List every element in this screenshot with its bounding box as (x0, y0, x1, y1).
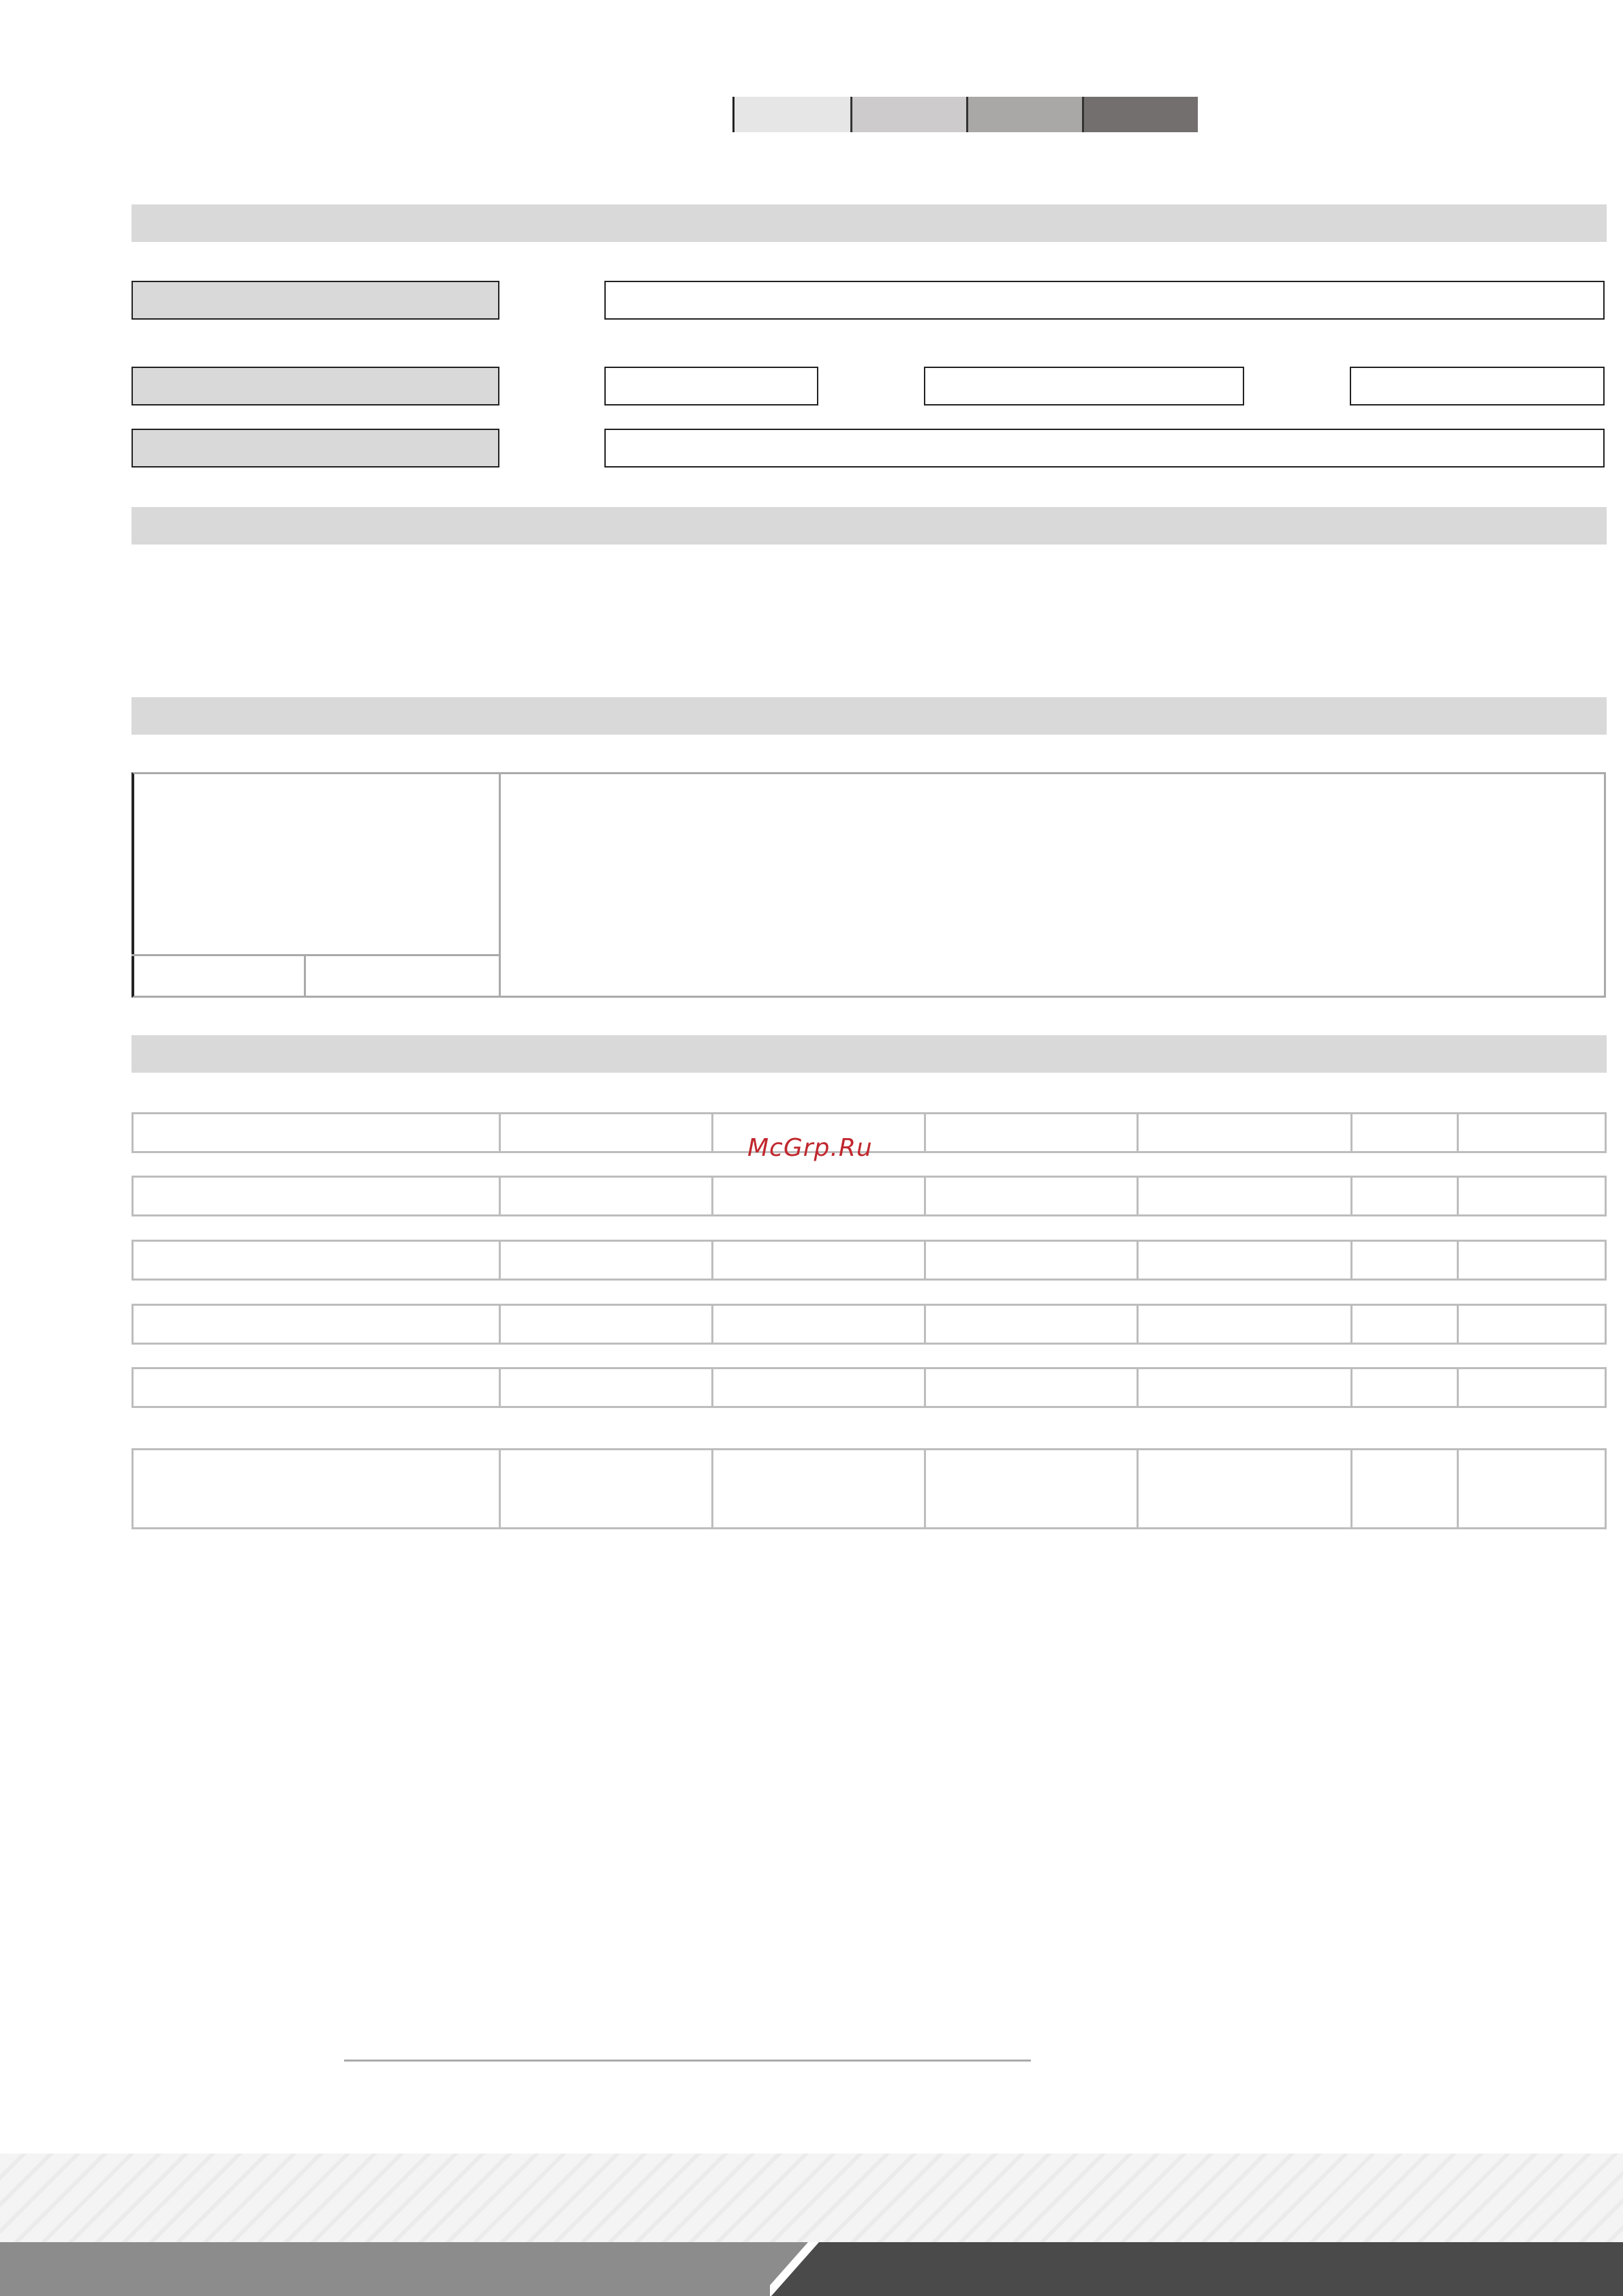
table-cell[interactable] (713, 1306, 926, 1343)
table-cell[interactable] (501, 1114, 713, 1151)
section-band-1 (132, 204, 1607, 242)
table-cell[interactable] (713, 1369, 926, 1406)
photo-panel (132, 772, 501, 998)
table-cell[interactable] (501, 1369, 713, 1406)
table-cell[interactable] (713, 1450, 926, 1487)
table-cell[interactable] (134, 1306, 501, 1343)
table-cell[interactable] (1139, 1178, 1352, 1214)
photo-panel-divider (132, 954, 501, 956)
table-row (132, 1240, 1607, 1281)
table-row (132, 1448, 1607, 1489)
table-row (132, 1304, 1607, 1345)
table-cell[interactable] (501, 1450, 713, 1487)
table-cell[interactable] (1459, 1450, 1605, 1487)
table-cell[interactable] (1139, 1487, 1352, 1527)
table-cell[interactable] (713, 1242, 926, 1279)
table-cell[interactable] (1352, 1242, 1459, 1279)
photo-panel-split (304, 954, 306, 998)
table-cell[interactable] (1352, 1369, 1459, 1406)
table-cell[interactable] (713, 1487, 926, 1527)
table-row (132, 1367, 1607, 1408)
table-cell[interactable] (926, 1114, 1139, 1151)
table-cell[interactable] (1139, 1450, 1352, 1487)
table-cell[interactable] (1352, 1487, 1459, 1527)
table-cell[interactable] (1352, 1114, 1459, 1151)
table-cell[interactable] (501, 1487, 713, 1527)
table-cell[interactable] (1139, 1114, 1352, 1151)
table-row (132, 1176, 1607, 1216)
table-cell[interactable] (926, 1242, 1139, 1279)
table-cell[interactable] (134, 1114, 501, 1151)
form-field-2b[interactable] (924, 367, 1244, 405)
form-label-2 (132, 367, 499, 405)
table-cell[interactable] (134, 1487, 501, 1527)
form-field-2c[interactable] (1350, 367, 1605, 405)
footer-bar-dark (818, 2242, 1623, 2296)
signature-line (344, 2060, 1031, 2062)
table-cell[interactable] (926, 1178, 1139, 1214)
table-cell[interactable] (1459, 1114, 1605, 1151)
table-cell[interactable] (1139, 1242, 1352, 1279)
table-cell[interactable] (134, 1178, 501, 1214)
table-cell[interactable] (1459, 1369, 1605, 1406)
table-cell[interactable] (1139, 1369, 1352, 1406)
table-cell[interactable] (926, 1487, 1139, 1527)
swatch-1 (735, 97, 850, 132)
form-field-3[interactable] (604, 429, 1605, 468)
table-cell[interactable] (501, 1178, 713, 1214)
section-band-2 (132, 507, 1607, 545)
form-label-1 (132, 281, 499, 320)
watermark-text: McGrp.Ru (747, 1134, 873, 1162)
swatch-2 (850, 97, 966, 132)
table-cell[interactable] (1459, 1178, 1605, 1214)
table-cell[interactable] (134, 1450, 501, 1487)
table-row (132, 1487, 1607, 1529)
table-cell[interactable] (1459, 1242, 1605, 1279)
table-cell[interactable] (1352, 1306, 1459, 1343)
section-band-4 (132, 1035, 1607, 1073)
table-cell[interactable] (1139, 1306, 1352, 1343)
footer-slant (770, 2242, 865, 2296)
table-cell[interactable] (926, 1369, 1139, 1406)
form-field-1[interactable] (604, 281, 1605, 320)
table-cell[interactable] (501, 1306, 713, 1343)
table-cell[interactable] (134, 1369, 501, 1406)
description-panel (499, 772, 1606, 998)
table-cell[interactable] (926, 1450, 1139, 1487)
swatch-3 (966, 97, 1082, 132)
section-band-3 (132, 697, 1607, 735)
table-cell[interactable] (1352, 1178, 1459, 1214)
table-cell[interactable] (134, 1242, 501, 1279)
footer-pattern (0, 2154, 1623, 2242)
form-field-2a[interactable] (604, 367, 818, 405)
table-cell[interactable] (1459, 1306, 1605, 1343)
table-cell[interactable] (1352, 1450, 1459, 1487)
table-cell[interactable] (1459, 1487, 1605, 1527)
swatch-4 (1082, 97, 1198, 132)
table-cell[interactable] (926, 1306, 1139, 1343)
table-cell[interactable] (501, 1242, 713, 1279)
table-cell[interactable] (713, 1178, 926, 1214)
form-label-3 (132, 429, 499, 468)
